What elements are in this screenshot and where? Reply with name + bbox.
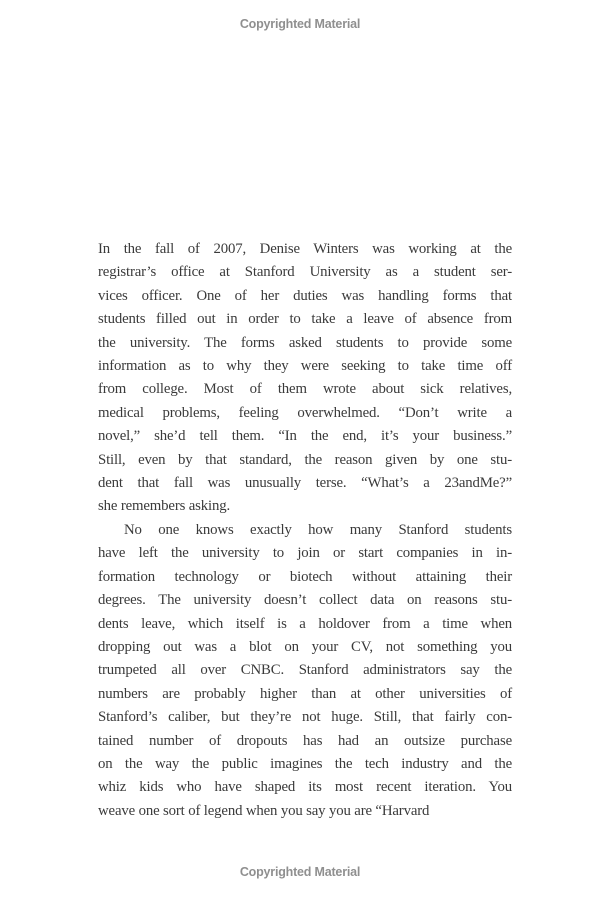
- text-line: students filled out in order to take a leave of absence from: [98, 311, 512, 328]
- text-line: she remembers asking.: [98, 498, 231, 515]
- paragraph-1: [98, 238, 512, 519]
- text-line: registrar’s office at Stanford University as a student ser-: [98, 264, 512, 281]
- text-line: have left the university to join or start companies in in-: [98, 545, 512, 562]
- text-line: whiz kids who have shaped its most recent iteration. You: [98, 779, 512, 796]
- text-line: on the way the public imagines the tech industry and the: [98, 755, 512, 772]
- text-line: No one knows exactly how many Stanford students: [124, 521, 512, 538]
- text-line: dent that fall was unusually terse. “What’s a 23andMe?”: [98, 475, 512, 492]
- text-line: medical problems, feeling overwhelmed. “Don’t write a: [98, 404, 512, 421]
- text-line: numbers are probably higher than at other universities of: [98, 685, 512, 702]
- text-line: information as to why they were seeking to take time off: [98, 358, 512, 375]
- copyright-notice-bottom: Copyrighted Material: [239, 865, 361, 879]
- text-line: vices officer. One of her duties was handling forms that: [98, 287, 512, 304]
- text-line: degrees. The university doesn’t collect data on reasons stu-: [98, 592, 512, 609]
- text-line: trumpeted all over CNBC. Stanford administrators say the: [98, 662, 512, 679]
- text-line: dents leave, which itself is a holdover from a time when: [98, 615, 512, 632]
- body-text: [98, 238, 512, 823]
- text-line: formation technology or biotech without attaining their: [98, 568, 512, 585]
- text-line: Stanford’s caliber, but they’re not huge. Still, that fairly con-: [98, 709, 512, 726]
- paragraph-2: [98, 519, 512, 823]
- copyright-notice-top: Copyrighted Material: [239, 17, 361, 31]
- text-line: novel,” she’d tell them. “In the end, it’s your business.”: [98, 428, 512, 445]
- text-line: weave one sort of legend when you say you are “Harvard: [98, 802, 430, 819]
- text-line: dropping out was a blot on your CV, not something you: [98, 638, 512, 655]
- text-line: Still, even by that standard, the reason given by one stu-: [98, 451, 512, 468]
- text-line: from college. Most of them wrote about sick relatives,: [98, 381, 512, 398]
- text-line: In the fall of 2007, Denise Winters was working at the: [98, 241, 512, 257]
- text-line: the university. The forms asked students to provide some: [98, 334, 512, 351]
- text-line: tained number of dropouts has had an outsize purchase: [98, 732, 512, 749]
